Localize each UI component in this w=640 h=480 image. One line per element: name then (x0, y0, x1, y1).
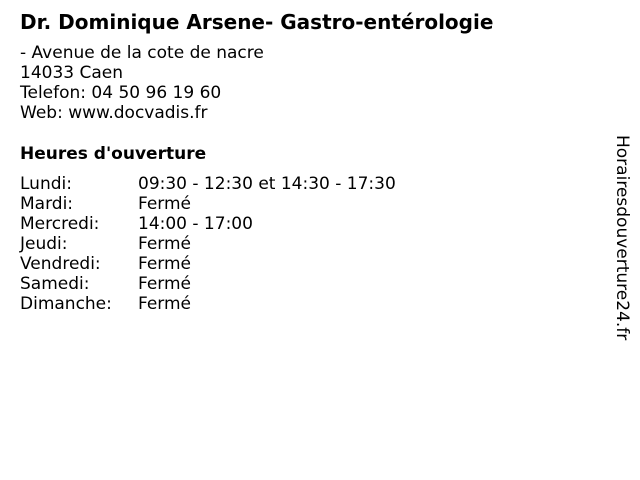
city: 14033 Caen (20, 63, 124, 83)
website: Web: www.docvadis.fr (20, 103, 208, 123)
page-title: Dr. Dominique Arsene- Gastro-entérologie (20, 10, 494, 34)
day-hours: Fermé (138, 274, 192, 294)
day-hours: Fermé (138, 254, 192, 274)
hours-heading: Heures d'ouverture (20, 144, 207, 164)
day-label: Vendredi: (20, 254, 101, 274)
day-label: Mardi: (20, 194, 74, 214)
address-block (20, 43, 264, 123)
phone-number: Telefon: 04 50 96 19 60 (20, 83, 222, 103)
day-label: Samedi: (20, 274, 90, 294)
street-address: - Avenue de la cote de nacre (20, 43, 264, 63)
day-hours: Fermé (138, 234, 192, 254)
watermark-text: Horairesdouverture24.fr (612, 135, 632, 341)
day-hours: 09:30 - 12:30 et 14:30 - 17:30 (138, 174, 396, 194)
day-label: Jeudi: (20, 234, 68, 254)
site-watermark (610, 135, 634, 345)
day-label: Lundi: (20, 174, 72, 194)
day-hours: 14:00 - 17:00 (138, 214, 253, 234)
day-hours: Fermé (138, 294, 192, 314)
day-label: Mercredi: (20, 214, 100, 234)
day-hours: Fermé (138, 194, 192, 214)
day-label: Dimanche: (20, 294, 112, 314)
